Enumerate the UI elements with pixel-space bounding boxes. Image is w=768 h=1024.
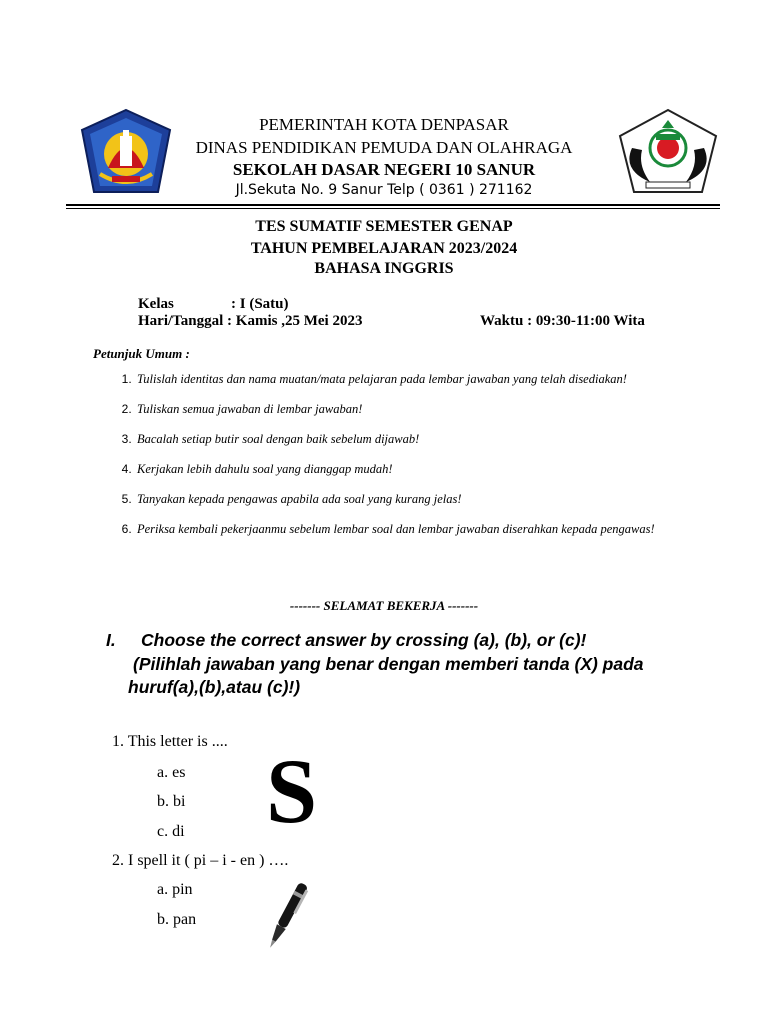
header-school-name: SEKOLAH DASAR NEGERI 10 SANUR [232, 160, 536, 179]
instruction-item: 1. Tulislah identitas dan nama muatan/mata pelajaran pada lembar jawaban yang telah disediakan! [135, 370, 717, 389]
section-instruction-id: (Pilihlah jawaban yang benar dengan memberi tanda (X) pada [133, 654, 644, 674]
exam-time: Waktu : 09:30-11:00 Wita [480, 313, 645, 329]
header-divider-thin [66, 208, 720, 209]
question-2-option-a[interactable]: a. pin [157, 881, 193, 898]
class-label: Kelas [138, 296, 174, 312]
instruction-item: 5. Tanyakan kepada pengawas apabila ada soal yang kurang jelas! [135, 490, 717, 509]
header-divider [66, 204, 720, 206]
pen-icon [262, 876, 312, 956]
letter-s-image: S [266, 740, 318, 842]
exam-date: Hari/Tanggal : Kamis ,25 Mei 2023 [138, 313, 363, 329]
question-2: 2. I spell it ( pi – i - en ) …. [112, 852, 289, 869]
exam-year: TAHUN PEMBELAJARAN 2023/2024 [250, 240, 518, 257]
question-1-option-b[interactable]: b. bi [157, 793, 186, 810]
header-department: DINAS PENDIDIKAN PEMUDA DAN OLAHRAGA [195, 138, 573, 157]
instruction-item: 2. Tuliskan semua jawaban di lembar jawaban! [135, 400, 717, 419]
section-number: I. [106, 630, 116, 650]
instruction-item: 4. Kerjakan lebih dahulu soal yang dianggap mudah! [135, 460, 717, 479]
good-luck-banner: ------- SELAMAT BEKERJA ------- [289, 598, 479, 613]
exam-title: TES SUMATIF SEMESTER GENAP [255, 218, 513, 235]
header-address: Jl.Sekuta No. 9 Sanur Telp ( 0361 ) 271162 [235, 182, 533, 198]
instructions-heading: Petunjuk Umum : [93, 346, 190, 361]
instruction-item: 6. Periksa kembali pekerjaanmu sebelum lembar soal dan lembar jawaban diserahkan kepada pengawas! [135, 520, 717, 539]
question-2-option-b[interactable]: b. pan [157, 911, 197, 928]
header-government: PEMERINTAH KOTA DENPASAR [259, 115, 509, 134]
instructions-list [93, 370, 717, 550]
section-instruction-en: Choose the correct answer by crossing (a), (b), or (c)! [141, 630, 587, 650]
exam-subject: BAHASA INGGRIS [314, 260, 454, 277]
instruction-item: 3. Bacalah setiap butir soal dengan baik sebelum dijawab! [135, 430, 717, 449]
section-instruction-id-cont: huruf(a),(b),atau (c)!) [128, 677, 301, 697]
class-value: : I (Satu) [231, 296, 289, 312]
question-1-option-a[interactable]: a. es [157, 764, 186, 781]
question-1: 1. This letter is .... [112, 733, 228, 750]
question-1-option-c[interactable]: c. di [157, 823, 185, 840]
